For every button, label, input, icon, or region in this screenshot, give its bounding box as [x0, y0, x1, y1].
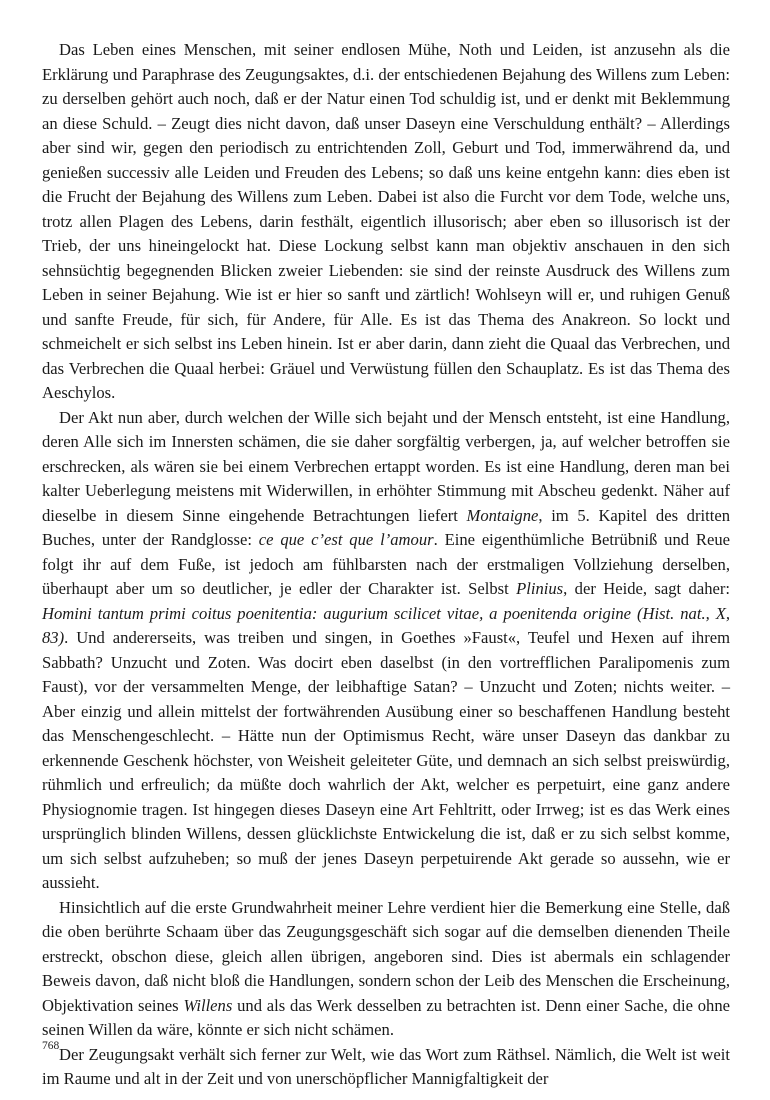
paragraph-3-text: und als das Werk desselben zu betrachten ist. Denn einer Sache, die ohne seinen Willen da wäre, könnte er sich nicht schämen. [42, 995, 731, 1039]
paragraph-3 [42, 896, 730, 1043]
page-number: 768 [42, 1040, 60, 1052]
italic-word-willens: Willens [183, 995, 233, 1015]
paragraph-2-text: , im 5. Kapitel des dritten Buches, unter der Randglosse: [42, 505, 730, 549]
paragraph-4-text: Der Zeugungsakt verhält sich ferner zur Welt, wie das Wort zum Räthsel. Nämlich, die Welt ist weit im Raume und alt in der Zeit und von unerschöpflicher Mannigfaltigkeit der [42, 1044, 730, 1088]
paragraph-3-text: Hinsichtlich auf die erste Grundwahrheit meiner Lehre verdient hier die Bemerkung eine Stelle, daß die oben berührte Schaam über das Zeugungsgeschäft sich sogar auf die demselben dienenden Theile erstreckt, obschon diese, gleich allen übrigen, angeboren sind. Dies ist abermals ein schlagender Beweis davon, daß nicht bloß die Handlungen, sondern schon der Leib des Menschen die Erscheinung, Objektivation seines [42, 897, 730, 1015]
italic-latin-quote: Homini tantum primi coitus poenitentia: augurium scilicet vitae, a poenitenda origine (Hist. nat., X, 83) [42, 603, 730, 647]
italic-quote-ce-que-cest-que-lamour: ce que c’est que l’amour [258, 530, 434, 549]
italic-name-montaigne: Montaigne [466, 505, 539, 525]
paragraph-2-text: . Und andererseits, was treiben und singen, in Goethes »Faust«, Teufel und Hexen auf ihrem Sabbath? Unzucht und Zoten. Was docirt eben daselbst (in den vortrefflichen Paralipomenis zum Faust), vor der versammelten Menge, der leibhaftige Satan? – Unzucht und Zoten; nichts weiter. – Aber einzig und allein mittelst der fortwährenden Ausübung einer so beschaffenen Handlung besteht das Menschengeschlecht. – Hätte nun der Optimismus Recht, wäre unser Daseyn das dankbar zu erkennende Geschenk höchster, von Weisheit geleiteter Güte, und demnach an sich selbst preiswürdig, rühmlich und erfreulich; da müßte doch wahrlich der Akt, welcher es perpetuirt, eine ganz andere Physiognomie tragen. Ist hingegen dieses Daseyn eine Art Fehltritt, oder Irrweg; ist es das Werk eines ursprünglich blinden Willens, dessen glücklichste Entwickelung die ist, daß er zu sich selbst komme, um sich selbst aufzuheben; so muß der jenes Daseyn perpetuirende Akt gerade so aussehn, wie er aussieht. [42, 628, 730, 892]
paragraph-2-text: , der Heide, sagt daher: [563, 579, 730, 598]
page-body [42, 38, 730, 1092]
paragraph-2 [42, 406, 730, 896]
paragraph-1 [42, 38, 730, 406]
paragraph-2-text: Der Akt nun aber, durch welchen der Wille sich bejaht und der Mensch entsteht, ist eine Handlung, deren Alle sich im Innersten schämen, die sie daher sorgfältig verbergen, ja, auf welcher betroffen sie erschrecken, als wären sie bei einem Verbrechen ertappt worden. Es ist eine Handlung, deren man bei kalter Ueberlegung meistens mit Widerwillen, in erhöhter Stimmung mit Abscheu gedenkt. Näher auf dieselbe in diesem Sinne eingehende Betrachtungen liefert [42, 407, 730, 525]
paragraph-2-text: . Eine eigenthümliche Betrübniß und Reue folgt ihr auf dem Fuße, ist jedoch am fühlbarsten nach der erstmaligen Vollziehung derselben, überhaupt aber um so deutlicher, je edler der Charakter ist. Selbst [42, 530, 730, 598]
paragraph-1-text: Das Leben eines Menschen, mit seiner endlosen Mühe, Noth und Leiden, ist anzusehn als die Erklärung und Paraphrase des Zeugungsaktes, d.i. der entschiedenen Bejahung des Willens zum Leben: zu derselben gehört auch noch, daß er der Natur einen Tod schuldig ist, und er denkt mit Beklemmung an diese Schuld. – Zeugt dies nicht davon, daß unser Daseyn eine Verschuldung enthält? – Allerdings aber sind wir, gegen den periodisch zu entrichtenden Zoll, Geburt und Tod, immerwährend da, und genießen successiv alle Leiden und Freuden des Lebens; so daß uns keine entgehn kann: dies eben ist die Frucht der Bejahung des Willens zum Leben. Dabei ist also die Furcht vor dem Tode, welche uns, trotz allen Plagen des Lebens, darin festhält, eigentlich illusorisch; aber eben so illusorisch ist der Trieb, der uns hineingelockt hat. Diese Lockung selbst kann man objektiv anschauen in den sich sehnsüchtig begegnenden Blicken zweier Liebenden: sie sind der reinste Ausdruck des Willens zum Leben in seiner Bejahung. Wie ist er hier so sanft und zärtlich! Wohlseyn will er, und ruhigen Genuß und sanfte Freude, für sich, für Andere, für Alle. Es ist das Thema des Anakreon. So lockt und schmeichelt er sich selbst ins Leben hinein. Ist er aber darin, dann zieht die Quaal das Verbrechen, und das Verbrechen die Quaal herbei: Gräuel und Verwüstung füllen den Schauplatz. Es ist das Thema des Aeschylos. [42, 40, 730, 402]
paragraph-4 [42, 1043, 730, 1092]
italic-name-plinius: Plinius [516, 579, 564, 598]
